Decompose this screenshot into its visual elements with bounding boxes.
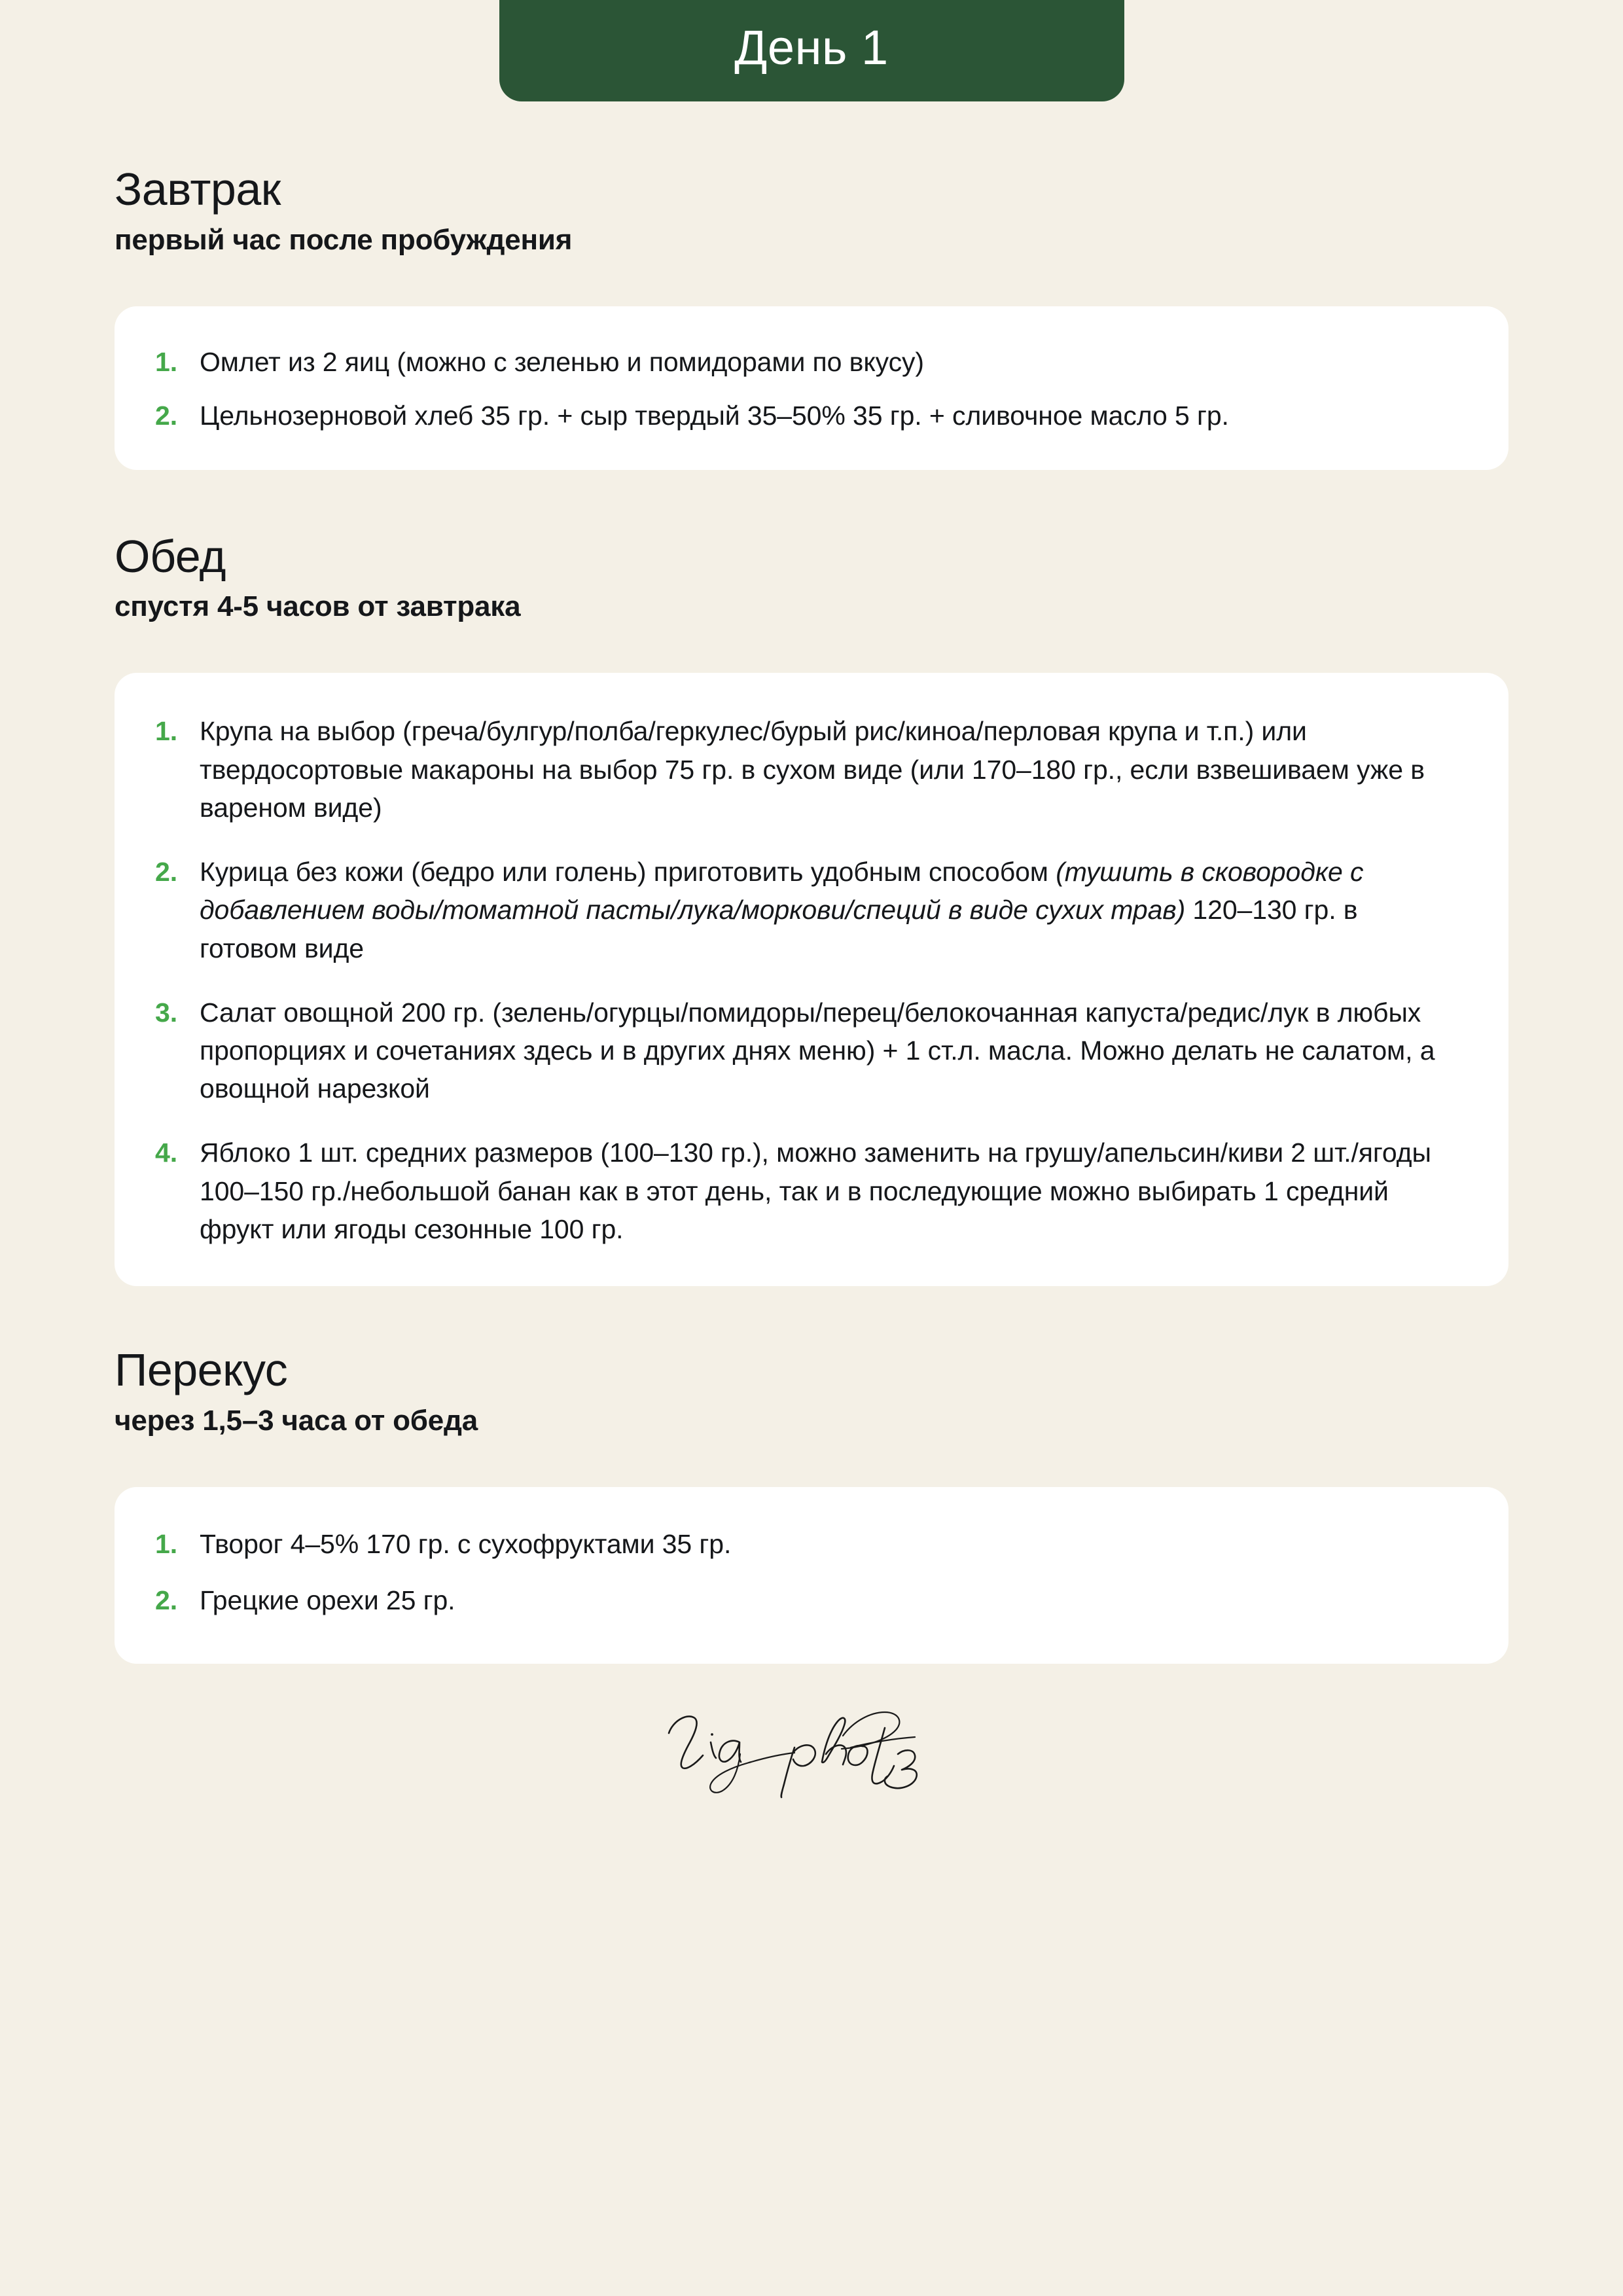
signature-watermark-icon bbox=[654, 1702, 969, 1800]
list-item-text: Крупа на выбор (греча/булгур/полба/геркулес/бурый рис/киноа/перловая крупа и т.п.) или твердосортовые макароны на выбор 75 гр. в сухом виде (или 170–180 гр., если взвешиваем уже в вареном виде) bbox=[200, 716, 1425, 823]
list-item-text-composite bbox=[200, 853, 1460, 967]
list-item bbox=[155, 712, 1460, 827]
meal-card-snack bbox=[115, 1487, 1508, 1664]
day-badge bbox=[499, 0, 1124, 101]
list-item-number: 2. bbox=[155, 857, 178, 888]
meal-card-breakfast bbox=[115, 306, 1508, 470]
list-item-number: 2. bbox=[155, 400, 178, 431]
text-part-post: 120–130 гр. в готовом виде bbox=[200, 895, 1358, 963]
meal-timing-breakfast: первый час после пробуждения bbox=[115, 223, 573, 256]
meal-title-breakfast: Завтрак bbox=[115, 164, 281, 215]
list-item-text: Яблоко 1 шт. средних размеров (100–130 гр.), можно заменить на грушу/апельсин/киви 2 шт./ягоды 100–150 гр./небольшой банан как в этот день, так и в последующие можно выбирать 1 средний фрукт или ягоды сезонные 100 гр. bbox=[200, 1138, 1431, 1244]
meal-item-list-snack bbox=[155, 1525, 1460, 1619]
list-item bbox=[155, 1581, 1460, 1619]
list-item bbox=[155, 994, 1460, 1108]
list-item-number: 1. bbox=[155, 346, 178, 377]
list-item-text: Омлет из 2 яиц (можно с зеленью и помидорами по вкусу) bbox=[200, 346, 924, 377]
meal-section-lunch bbox=[115, 530, 1508, 1286]
watermark-container bbox=[115, 1702, 1508, 1800]
list-item-text: Творог 4–5% 170 гр. с сухофруктами 35 гр. bbox=[200, 1528, 732, 1559]
page-content bbox=[0, 166, 1623, 1800]
list-item-text: Салат овощной 200 гр. (зелень/огурцы/помидоры/перец/белокочанная капуста/редис/лук в любых пропорциях и сочетаниях здесь и в других днях меню) + 1 ст.л. масла. Можно делать не салатом, а овощной нарезкой bbox=[200, 997, 1435, 1104]
list-item-number: 2. bbox=[155, 1585, 178, 1615]
list-item-text: Цельнозерновой хлеб 35 гр. + сыр твердый 35–50% 35 гр. + сливочное масло 5 гр. bbox=[200, 400, 1229, 431]
list-item bbox=[155, 1134, 1460, 1248]
meal-title-lunch: Обед bbox=[115, 530, 226, 582]
meal-item-list-breakfast bbox=[155, 343, 1460, 435]
day-badge-label: День 1 bbox=[734, 20, 889, 75]
list-item bbox=[155, 397, 1460, 435]
text-part-pre: Курица без кожи (бедро или голень) приготовить удобным способом bbox=[200, 857, 1056, 888]
list-item-number: 1. bbox=[155, 1528, 178, 1559]
list-item-number: 1. bbox=[155, 716, 178, 747]
list-item bbox=[155, 343, 1460, 381]
meal-timing-snack: через 1,5–3 часа от обеда bbox=[115, 1404, 478, 1437]
meal-title-snack: Перекус bbox=[115, 1344, 288, 1396]
meal-section-breakfast bbox=[115, 166, 1508, 470]
meal-item-list-lunch bbox=[155, 712, 1460, 1248]
day-badge-container bbox=[0, 0, 1623, 101]
list-item-text: Грецкие орехи 25 гр. bbox=[200, 1585, 455, 1615]
list-item-number: 3. bbox=[155, 997, 178, 1028]
meal-section-snack bbox=[115, 1346, 1508, 1664]
list-item bbox=[155, 1525, 1460, 1563]
list-item bbox=[155, 853, 1460, 967]
meal-card-lunch bbox=[115, 673, 1508, 1286]
list-item-number: 4. bbox=[155, 1138, 178, 1168]
text-part-italic: (тушить в сковородке с добавлением воды/томатной пасты/лука/моркови/специй в виде сухих трав) bbox=[200, 857, 1364, 925]
meal-timing-lunch: спустя 4-5 часов от завтрака bbox=[115, 590, 521, 623]
